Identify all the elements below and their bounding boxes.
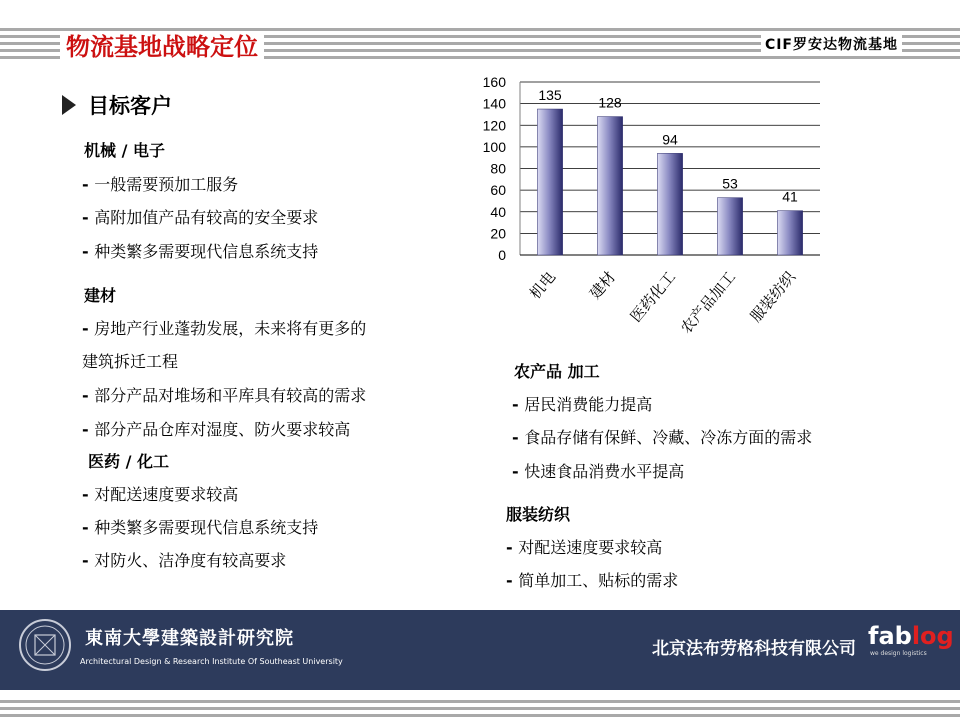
bar bbox=[657, 153, 682, 255]
category-title-machinery: 机械 / 电子 bbox=[84, 141, 165, 160]
x-tick-label: 建材 bbox=[585, 268, 620, 303]
bar-chart bbox=[470, 70, 830, 350]
brand-label: CIF罗安达物流基地 bbox=[761, 34, 902, 56]
y-tick-label: 20 bbox=[490, 225, 506, 242]
logo-tagline: we design logistics bbox=[870, 650, 927, 657]
x-tick-label: 农产品加工 bbox=[677, 268, 740, 338]
institute-name: 東南大學建築設計研究院 bbox=[85, 628, 294, 649]
category-title-building-materials: 建材 bbox=[84, 286, 117, 305]
bar bbox=[537, 109, 562, 255]
list-item: - 对配送速度要求较高 bbox=[82, 485, 239, 504]
list-item: - 部分产品对堆场和平库具有较高的需求 bbox=[82, 386, 367, 405]
university-seal-icon bbox=[18, 618, 72, 672]
list-item: - 居民消费能力提高 bbox=[512, 395, 653, 414]
institute-english-name: Architectural Design & Research Institute Of Southeast University bbox=[80, 657, 343, 666]
list-item: - 一般需要预加工服务 bbox=[82, 175, 239, 194]
bar bbox=[597, 117, 622, 255]
x-tick-label: 服装纺织 bbox=[746, 268, 800, 326]
list-item: - 对防火、洁净度有较高要求 bbox=[82, 551, 287, 570]
y-tick-label: 80 bbox=[490, 160, 506, 177]
list-item: - 房地产行业蓬勃发展，未来将有更多的 bbox=[82, 319, 367, 338]
y-tick-label: 140 bbox=[482, 95, 506, 112]
y-tick-label: 0 bbox=[498, 247, 506, 263]
list-item-continuation: 建筑拆迁工程 bbox=[82, 352, 179, 371]
list-item: - 快速食品消费水平提高 bbox=[512, 462, 685, 481]
list-item: - 部分产品仓库对湿度、防火要求较高 bbox=[82, 420, 351, 439]
list-item: - 食品存储有保鲜、冷藏、冷冻方面的需求 bbox=[512, 428, 813, 447]
fablog-logo: fablog bbox=[868, 622, 954, 650]
list-item: - 简单加工、贴标的需求 bbox=[506, 571, 679, 590]
bullet-triangle-icon bbox=[62, 95, 76, 115]
data-label: 128 bbox=[598, 94, 622, 111]
list-item: - 种类繁多需要现代信息系统支持 bbox=[82, 518, 319, 537]
y-tick-label: 60 bbox=[490, 182, 506, 199]
list-item: - 高附加值产品有较高的安全要求 bbox=[82, 208, 319, 227]
y-tick-label: 40 bbox=[490, 203, 506, 220]
company-name: 北京法布劳格科技有限公司 bbox=[652, 639, 856, 659]
data-label: 94 bbox=[662, 131, 678, 148]
data-label: 53 bbox=[722, 175, 738, 192]
category-title-pharma-chemical: 医药 / 化工 bbox=[88, 452, 169, 471]
data-label: 135 bbox=[538, 87, 562, 104]
list-item: - 对配送速度要求较高 bbox=[506, 538, 663, 557]
category-title-textiles: 服装纺织 bbox=[506, 505, 571, 524]
page-title: 物流基地战略定位 bbox=[60, 31, 264, 63]
category-title-agricultural-processing: 农产品 加工 bbox=[514, 362, 600, 381]
y-tick-label: 120 bbox=[482, 117, 506, 134]
y-tick-label: 100 bbox=[482, 138, 506, 155]
x-tick-label: 机电 bbox=[525, 268, 560, 303]
list-item: - 种类繁多需要现代信息系统支持 bbox=[82, 242, 319, 261]
bar bbox=[777, 211, 802, 255]
data-label: 41 bbox=[782, 188, 798, 205]
section-heading bbox=[62, 90, 172, 120]
footer-bar bbox=[0, 610, 960, 690]
bar bbox=[717, 198, 742, 255]
footer-stripes bbox=[0, 700, 960, 718]
section-title: 目标客户 bbox=[88, 93, 172, 118]
y-tick-label: 160 bbox=[482, 74, 506, 90]
x-tick-label: 医药化工 bbox=[626, 268, 680, 326]
